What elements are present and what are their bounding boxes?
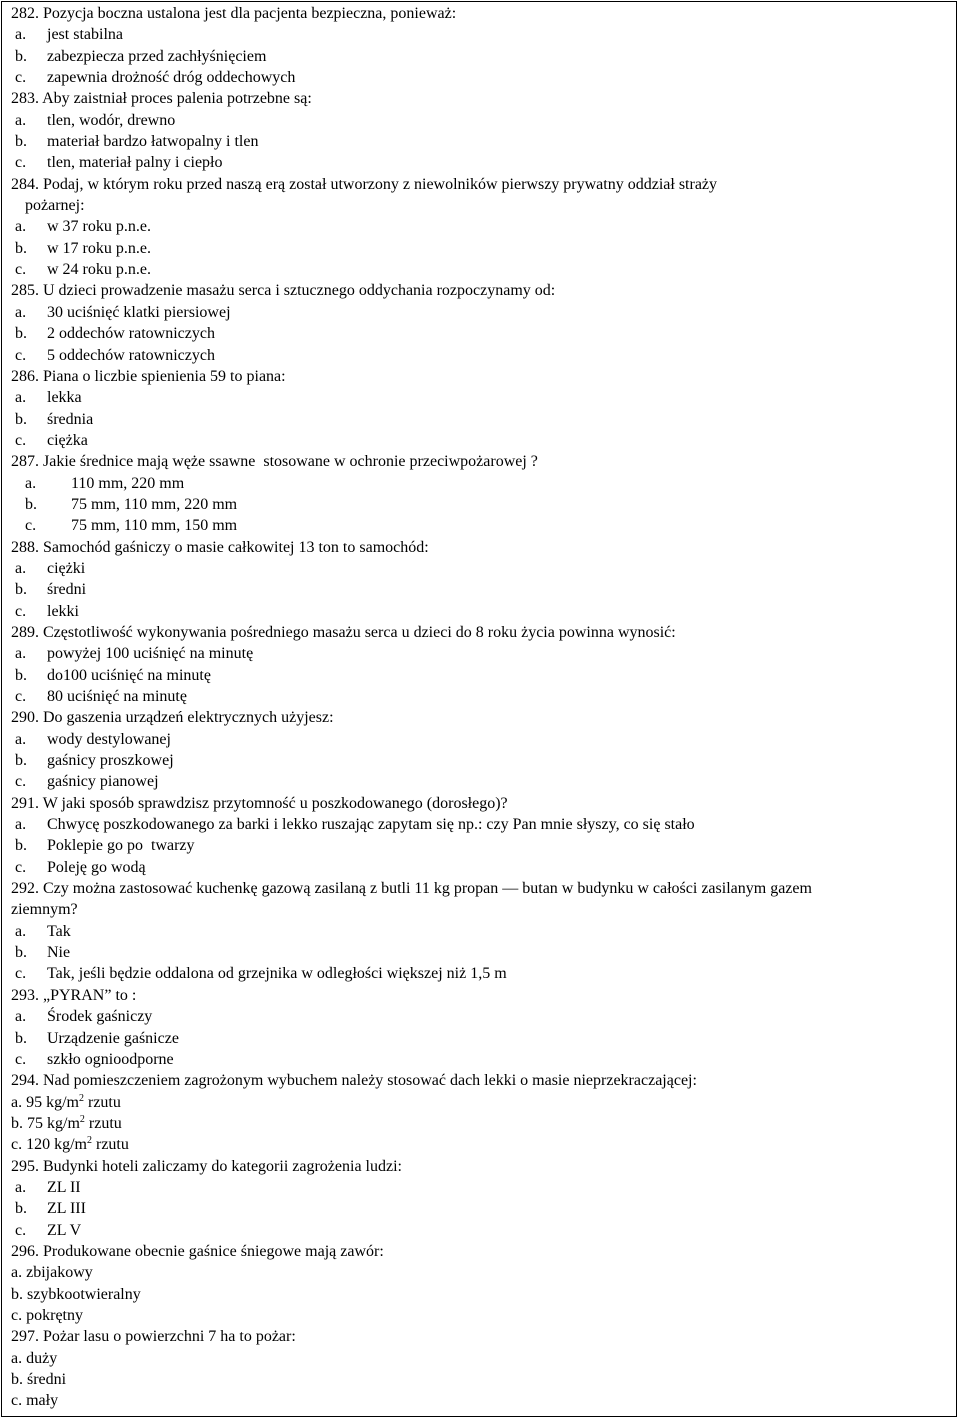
question-287 [11, 451, 948, 536]
answer-letter: a. [25, 474, 37, 492]
question-prompt: Samochód gaśniczy o masie całkowitej 13 ton to samochód: [43, 538, 429, 556]
answer-text [26, 1092, 121, 1113]
answer-c [11, 430, 948, 451]
answer-text: lekki [47, 602, 79, 620]
question-text [11, 707, 948, 728]
answer-c [11, 1305, 948, 1326]
answer-letter: b. [15, 410, 27, 428]
question-291 [11, 793, 948, 878]
answer-text: średni [27, 1371, 67, 1388]
answer-letter: b. [15, 944, 27, 962]
answer-letter: a. [11, 1093, 23, 1111]
question-text [11, 985, 948, 1006]
answer-letter: b. [25, 495, 37, 513]
question-prompt-continued: ziemnym? [11, 901, 78, 919]
question-number: 285. [11, 282, 39, 300]
answer-a [11, 1262, 948, 1283]
answer-text: Poleję go wodą [47, 858, 146, 876]
answer-b [11, 665, 948, 686]
answer-letter: a. [15, 218, 27, 236]
question-number: 294. [11, 1072, 39, 1090]
answer-c [11, 1220, 948, 1241]
answer-b [11, 409, 948, 430]
question-number: 297. [11, 1328, 39, 1346]
answer-unit: rzutu [84, 1114, 122, 1132]
answer-letter: c. [11, 1392, 23, 1410]
answer-a [11, 24, 948, 45]
answer-text: Urządzenie gaśnicze [47, 1029, 179, 1047]
answer-text: szybkootwieralny [27, 1285, 141, 1303]
question-prompt: Częstotliwość wykonywania pośredniego masażu serca u dzieci do 8 roku życia powinna wynosić: [43, 623, 676, 641]
question-prompt-continued: pożarnej: [25, 197, 85, 215]
answer-letter: c. [15, 346, 27, 364]
question-text [11, 1326, 948, 1347]
question-prompt: Podaj, w którym roku przed naszą erą został utworzony z niewolników pierwszy prywatny oddział straży [43, 175, 718, 193]
answer-a [11, 921, 948, 942]
question-number: 296. [11, 1242, 39, 1260]
question-283 [11, 88, 948, 173]
answer-text: Tak, jeśli będzie oddalona od grzejnika w odległości większej niż 1,5 m [47, 965, 507, 983]
question-prompt: W jaki sposób sprawdzisz przytomność u poszkodowanego (dorosłego)? [42, 794, 508, 812]
question-number: 295. [11, 1157, 39, 1175]
question-text [11, 88, 948, 109]
answer-unit: rzutu [92, 1136, 129, 1154]
answer-letter: a. [15, 559, 27, 577]
answer-unit: rzutu [84, 1093, 121, 1111]
answer-c [11, 771, 948, 792]
answer-letter: c. [15, 69, 27, 87]
answer-c [11, 67, 948, 88]
question-289 [11, 622, 948, 707]
answer-text: w 24 roku p.n.e. [47, 261, 151, 279]
answer-text: zbijakowy [26, 1264, 93, 1282]
answer-letter: b. [15, 1029, 27, 1047]
answer-text: gaśnicy pianowej [47, 773, 159, 791]
answer-b [11, 494, 948, 515]
question-292 [11, 878, 948, 985]
answer-letter: c. [15, 1050, 27, 1068]
question-prompt: Nad pomieszczeniem zagrożonym wybuchem należy stosować dach lekki o masie nieprzekraczającej: [43, 1072, 697, 1090]
answer-letter: b. [15, 666, 27, 684]
answer-b [11, 131, 948, 152]
question-prompt: Budynki hoteli zaliczamy do kategorii zagrożenia ludzi: [43, 1157, 402, 1175]
question-prompt: Jakie średnice mają węże ssawne stosowane w ochronie przeciwpożarowej ? [43, 453, 538, 471]
question-number: 290. [11, 709, 39, 727]
answer-text: w 37 roku p.n.e. [47, 218, 151, 236]
answer-letter: a. [15, 922, 27, 940]
answer-a [11, 1006, 948, 1027]
answer-text: ZL III [47, 1200, 86, 1218]
document-page [1, 1, 957, 1417]
answer-text: wody destylowanej [47, 730, 171, 748]
answer-b [11, 46, 948, 67]
answer-text: pokrętny [26, 1306, 83, 1324]
superscript: 2 [79, 1113, 85, 1125]
answer-text: w 17 roku p.n.e. [47, 239, 151, 257]
superscript: 2 [87, 1135, 92, 1147]
question-text [11, 366, 948, 387]
superscript: 2 [79, 1092, 84, 1104]
answer-letter: a. [15, 111, 27, 129]
answer-a [11, 387, 948, 408]
answer-text: ciężka [47, 431, 88, 449]
answer-a [11, 1092, 948, 1113]
question-number: 283. [11, 90, 39, 108]
answer-b [11, 835, 948, 856]
answer-a [11, 643, 948, 664]
answer-letter: b. [15, 581, 27, 599]
question-text [11, 451, 948, 472]
question-text [11, 622, 948, 643]
answer-text: ZL V [47, 1221, 82, 1239]
answer-text: 30 uciśnięć klatki piersiowej [47, 303, 231, 321]
answer-text: Chwycę poszkodowanego za barki i lekko ruszając zapytam się np.: czy Pan mnie słyszy, co się stało [47, 816, 695, 834]
question-number: 286. [11, 367, 39, 385]
question-number: 291. [11, 794, 39, 812]
answer-letter: b. [15, 325, 27, 343]
question-number: 284. [11, 175, 39, 193]
answer-text [27, 1113, 122, 1134]
question-290 [11, 707, 948, 792]
answer-letter: a. [11, 1264, 23, 1282]
question-282 [11, 3, 948, 88]
answer-c [11, 857, 948, 878]
question-285 [11, 280, 948, 365]
question-number: 282. [11, 5, 39, 22]
question-prompt: Produkowane obecnie gaśnice śniegowe mają zawór: [43, 1242, 384, 1260]
answer-b [11, 1113, 948, 1134]
answer-text [26, 1134, 129, 1155]
question-296 [11, 1241, 948, 1326]
answer-c [11, 259, 948, 280]
answer-a [11, 729, 948, 750]
answer-c [11, 152, 948, 173]
answer-a [11, 473, 948, 494]
answer-text: 5 oddechów ratowniczych [47, 346, 215, 364]
answer-letter: b. [11, 1114, 23, 1132]
answer-b [11, 1284, 948, 1305]
answer-letter: b. [15, 239, 27, 257]
answer-letter: a. [15, 26, 27, 44]
question-text [11, 537, 948, 558]
answer-letter: c. [11, 1306, 23, 1324]
answer-letter: c. [15, 688, 27, 705]
answer-c [11, 515, 948, 536]
answer-b [11, 238, 948, 259]
answer-a [11, 110, 948, 131]
answer-letter: c. [15, 154, 27, 172]
question-288 [11, 537, 948, 622]
answer-b [11, 579, 948, 600]
answer-letter: b. [15, 1200, 27, 1218]
question-prompt: Piana o liczbie spienienia 59 to piana: [43, 367, 286, 385]
question-294 [11, 1070, 948, 1155]
question-prompt: U dzieci prowadzenie masażu serca i sztucznego oddychania rozpoczynamy od: [43, 282, 556, 300]
question-prompt: Pozycja boczna ustalona jest dla pacjenta bezpieczna, ponieważ: [43, 5, 457, 22]
question-prompt: „PYRAN” to : [43, 986, 137, 1004]
answer-letter: b. [15, 47, 27, 65]
answer-text: Poklepie go po twarzy [47, 837, 195, 855]
answer-a [11, 216, 948, 237]
answer-value: 75 kg/m [27, 1114, 80, 1132]
question-prompt: Aby zaistniał proces palenia potrzebne są: [42, 90, 312, 108]
answer-c [11, 1049, 948, 1070]
question-prompt: Czy można zastosować kuchenkę gazową zasilaną z butli 11 kg propan — butan w budynku w całości zasilanym gazem [43, 880, 812, 898]
question-text [11, 1156, 948, 1177]
question-text [11, 1070, 948, 1091]
answer-letter: a. [11, 1349, 23, 1367]
answer-letter: a. [15, 389, 27, 407]
answer-letter: c. [11, 1136, 23, 1154]
answer-text: zabezpiecza przed zachłyśnięciem [47, 47, 267, 65]
answer-text: powyżej 100 uciśnięć na minutę [47, 645, 254, 663]
question-prompt: Pożar lasu o powierzchni 7 ha to pożar: [43, 1328, 296, 1346]
question-number: 292. [11, 880, 39, 898]
answer-letter: c. [15, 1221, 27, 1239]
question-293 [11, 985, 948, 1070]
answer-text: 2 oddechów ratowniczych [47, 325, 215, 343]
question-297 [11, 1326, 948, 1411]
question-text [11, 174, 948, 195]
answer-value: 95 kg/m [26, 1093, 79, 1111]
answer-letter: c. [15, 965, 27, 983]
question-295 [11, 1156, 948, 1241]
answer-letter: a. [15, 816, 27, 834]
answer-text: duży [26, 1349, 58, 1367]
answer-letter: c. [15, 261, 27, 279]
answer-c [11, 686, 948, 707]
answer-letter: b. [11, 1285, 23, 1303]
answer-text: zapewnia drożność dróg oddechowych [47, 69, 296, 87]
answer-value: 120 kg/m [26, 1136, 87, 1154]
answer-a [11, 1348, 948, 1369]
answer-text: Nie [47, 944, 71, 962]
answer-text: tlen, materiał palny i ciepło [47, 154, 223, 172]
answer-letter: b. [11, 1371, 23, 1388]
answer-text: 75 mm, 110 mm, 220 mm [71, 495, 238, 513]
question-text [11, 793, 948, 814]
answer-letter: a. [15, 1178, 27, 1196]
answer-letter: c. [15, 602, 27, 620]
question-number: 288. [11, 538, 39, 556]
question-286 [11, 366, 948, 451]
question-text [11, 1241, 948, 1262]
answer-text: średni [47, 581, 87, 599]
answer-text: mały [26, 1392, 59, 1410]
answer-letter: b. [15, 133, 27, 151]
answer-text: ciężki [47, 559, 86, 577]
answer-text: gaśnicy proszkowej [47, 752, 174, 770]
answer-b [11, 1028, 948, 1049]
answer-text: tlen, wodór, drewno [47, 111, 176, 129]
answer-text: 80 uciśnięć na minutę [47, 688, 187, 705]
answer-c [11, 1390, 948, 1411]
answer-letter: b. [15, 837, 27, 855]
answer-text: jest stabilna [47, 26, 123, 44]
answer-b [11, 750, 948, 771]
question-number: 287. [11, 453, 39, 471]
answer-text: ZL II [47, 1178, 81, 1196]
answer-text: Tak [47, 922, 71, 940]
answer-text: średnia [47, 410, 94, 428]
question-number: 289. [11, 623, 39, 641]
answer-text: do100 uciśnięć na minutę [47, 666, 211, 684]
answer-letter: a. [15, 303, 27, 321]
answer-text: szkło ognioodporne [47, 1050, 174, 1068]
answer-a [11, 814, 948, 835]
answer-c [11, 601, 948, 622]
answer-a [11, 302, 948, 323]
answer-letter: a. [15, 730, 27, 748]
answer-c [11, 963, 948, 984]
question-text [11, 280, 948, 301]
question-number: 293. [11, 986, 39, 1004]
question-text [11, 878, 948, 899]
answer-text: materiał bardzo łatwopalny i tlen [47, 133, 259, 151]
answer-b [11, 1198, 948, 1219]
question-text [11, 3, 948, 24]
answer-letter: c. [15, 431, 27, 449]
answer-b [11, 323, 948, 344]
answer-letter: b. [15, 752, 27, 770]
answer-a [11, 1177, 948, 1198]
answer-letter: c. [15, 773, 27, 791]
question-prompt: Do gaszenia urządzeń elektrycznych użyjesz: [43, 709, 334, 727]
answer-c [11, 1134, 948, 1155]
answer-letter: c. [15, 858, 27, 876]
answer-b [11, 942, 948, 963]
answer-c [11, 345, 948, 366]
answer-text: Środek gaśniczy [47, 1008, 153, 1026]
answer-text: 75 mm, 110 mm, 150 mm [71, 517, 238, 535]
answer-letter: a. [15, 1008, 27, 1026]
answer-letter: a. [15, 645, 27, 663]
question-284 [11, 174, 948, 281]
answer-letter: c. [25, 517, 37, 535]
answer-text: 110 mm, 220 mm [71, 474, 185, 492]
answer-text: lekka [47, 389, 82, 407]
answer-b [11, 1369, 948, 1390]
answer-a [11, 558, 948, 579]
